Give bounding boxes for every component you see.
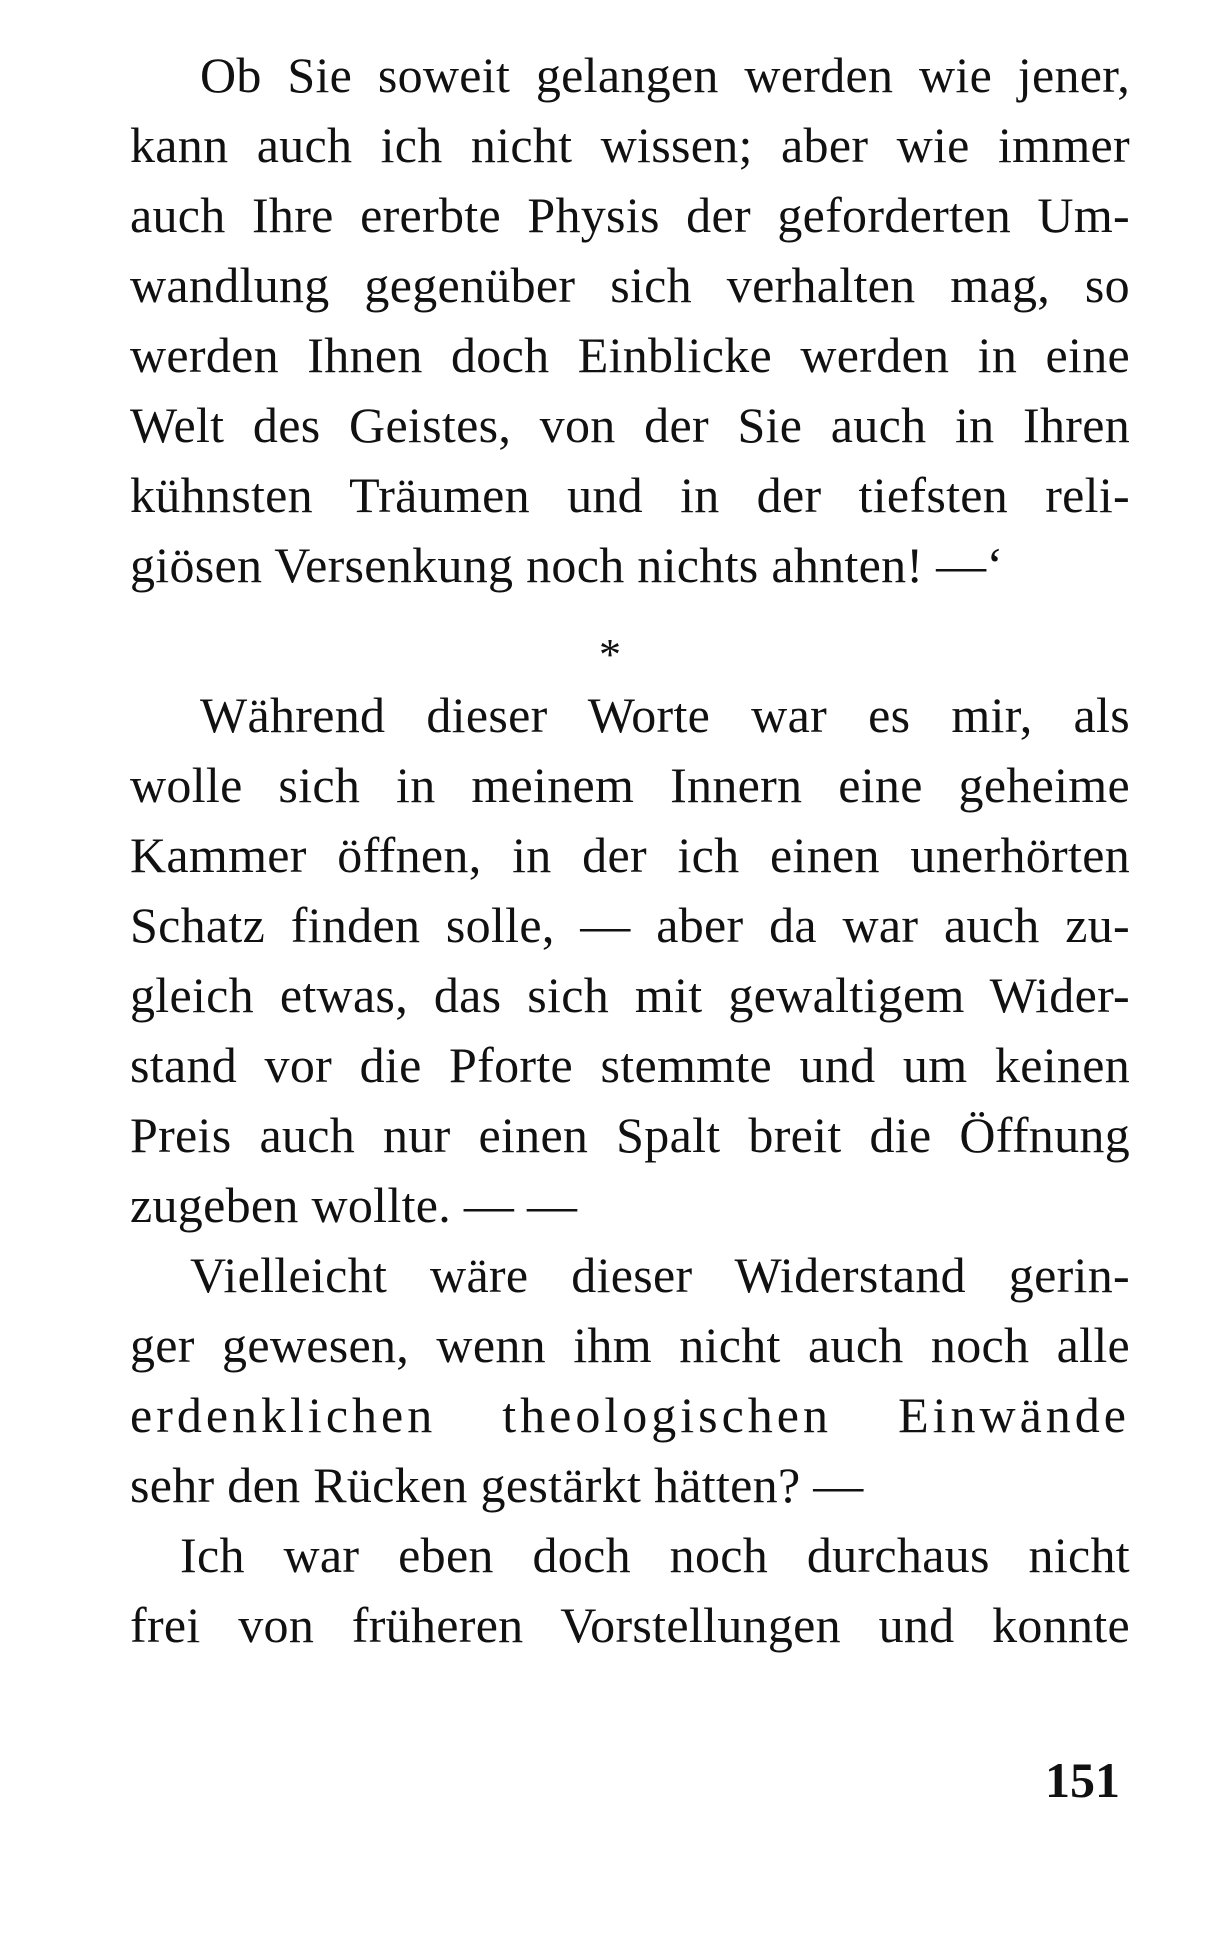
text-line: frei von früheren Vorstellungen und konnte: [130, 1597, 1130, 1653]
text-line: Preis auch nur einen Spalt breit die Öffnung: [130, 1107, 1130, 1163]
text-line: Kammer öffnen, in der ich einen unerhörten: [130, 827, 1130, 883]
page-number: 151: [1045, 1752, 1120, 1808]
text-line: Ich war eben doch noch durchaus nicht: [180, 1527, 1130, 1583]
text-line: erdenklichen theologischen Einwände: [130, 1387, 1130, 1443]
text-line: Schatz finden solle, — aber da war auch zu-: [130, 897, 1130, 953]
section-separator: *: [599, 630, 621, 679]
text-line: kann auch ich nicht wissen; aber wie immer: [130, 117, 1130, 173]
text-line: kühnsten Träumen und in der tiefsten reli-: [130, 467, 1130, 523]
text-line: wolle sich in meinem Innern eine geheime: [130, 757, 1130, 813]
text-line: sehr den Rücken gestärkt hätten? —: [130, 1457, 864, 1513]
text-line: Welt des Geistes, von der Sie auch in Ihren: [130, 397, 1130, 453]
text-line: Vielleicht wäre dieser Widerstand gerin-: [190, 1247, 1130, 1303]
text-line: Während dieser Worte war es mir, als: [200, 687, 1130, 743]
text-line: wandlung gegenüber sich verhalten mag, so: [130, 257, 1130, 313]
text-line: gleich etwas, das sich mit gewaltigem Wider-: [130, 967, 1130, 1023]
text-line: werden Ihnen doch Einblicke werden in eine: [130, 327, 1130, 383]
text-line: auch Ihre ererbte Physis der geforderten Um-: [130, 187, 1130, 243]
text-line: giösen Versenkung noch nichts ahnten! —‘: [130, 537, 1004, 593]
text-line: Ob Sie soweit gelangen werden wie jener,: [200, 47, 1130, 103]
text-line: zugeben wollte. — —: [130, 1177, 578, 1233]
text-line: ger gewesen, wenn ihm nicht auch noch alle: [130, 1317, 1130, 1373]
text-line: stand vor die Pforte stemmte und um keinen: [130, 1037, 1130, 1093]
